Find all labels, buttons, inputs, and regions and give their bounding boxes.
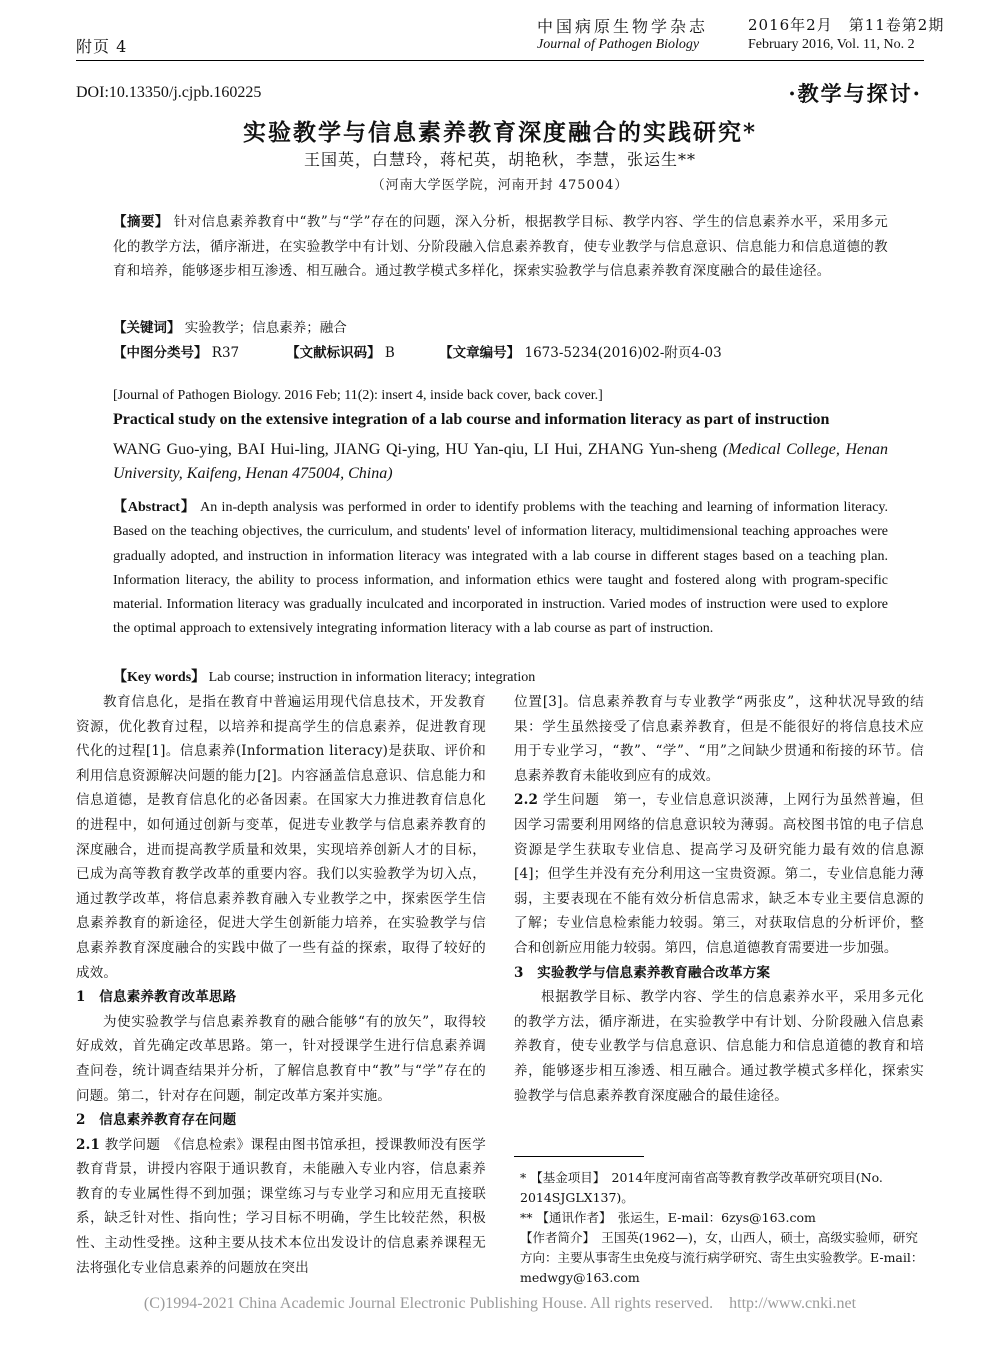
paragraph-3: 根据教学目标、教学内容、学生的信息素养水平，采用多元化的教学方法，循序渐进，在实验教学中有计划、分阶段融入信息素养教育，使专业教学与信息意识、信息能力和信息道德的教育和培养，能够逐步相互渗透、相互融合。通过教学模式多样化，探索实验教学与信息素养教育深度融合的最佳途径。 (514, 989, 924, 1104)
abstract-cn-label: 【摘要】 (113, 214, 169, 230)
abstract-en-text: An in-depth analysis was performed in order to identify problems with the teaching and learning of information literacy. Based on the teaching objectives, the curriculum, and students' level of information literacy, multidimensional teaching approaches were gradually adopted, and instruction in information literacy was integrated with a lab course in different stages based on a teaching plan. Information literacy, the ability to process information, and information ethics were taught and fostered along with program-specific material. Information literacy was gradually inculcated and incorporated in instruction. Varied modes of instruction were used to explore the optimal approach to extensively integrating information literacy with a lab course as part of instruction. (113, 500, 889, 637)
abstract-cn (113, 210, 888, 284)
body-left-column (76, 690, 486, 1280)
corr-mark: ** (520, 1210, 533, 1225)
abstract-en-label: 【Abstract】 (113, 500, 196, 515)
article-no-value: 1673-5234(2016)02-附页4-03 (524, 345, 722, 361)
abstract-cn-text: 针对信息素养教育中“教”与“学”存在的问题，深入分析，根据教学目标、教学内容、学生的信息素养水平，采用多元化的教学方法，循序渐进，在实验教学中有计划、分阶段融入信息素养教育，使专业教学与信息意识、信息能力和信息道德的教育和培养，能够逐步相互渗透、相互融合。通过教学模式多样化，探索实验教学与信息素养教育深度融合的最佳途径。 (113, 214, 889, 279)
journal-title-en: Journal of Pathogen Biology (537, 37, 700, 52)
article-no-label: 【文章编号】 (439, 345, 521, 361)
fund-text: 【基金项目】 2014年度河南省高等教育教学改革研究项目(No. 2014SJGLX137)。 (520, 1170, 883, 1205)
footnote-corresponding (520, 1208, 924, 1228)
issue-date-en: February 2016, Vol. 11, No. 2 (748, 37, 915, 52)
copyright-watermark: (C)1994-2021 China Academic Journal Electronic Publishing House. All rights reserved. http://www.cnki.net (143, 1295, 857, 1312)
issue-date-cn: 2016年2月 第11卷第2期 (748, 16, 945, 34)
article-title: 实验教学与信息素养教育深度融合的实践研究* (242, 119, 758, 146)
abstract-en (113, 496, 888, 642)
page-number: 附页 4 (76, 37, 128, 56)
article-title-en: Practical study on the extensive integration of a lab course and information literacy as part of instruction (113, 411, 830, 428)
clc-value: R37 (211, 345, 240, 361)
authors-en (113, 438, 888, 486)
keywords-en (113, 666, 535, 686)
authors: 王国英，白慧玲，蒋杞英，胡艳秋，李慧，张运生** (303, 150, 696, 169)
header-rule (76, 60, 924, 61)
affiliation: （河南大学医学院，河南开封 475004） (371, 178, 629, 193)
paragraph-2-1-text: 教学问题 《信息检索》课程由图书馆承担，授课教师没有医学教育背景，讲授内容限于通识教育，未能融入专业内容，信息素养教育的专业属性得不到加强；课堂练习与专业学习和应用无直接联系，缺乏针对性、指向性；学习目标不明确，学生比较茫然，积极性、主动性受挫。这种主要从技术本位出发设计的信息素养课程无法将强化专业信息素养的问题放在突出 (76, 1136, 486, 1276)
keywords-cn (113, 316, 347, 336)
heading-2-1: 2.1 (76, 1136, 101, 1153)
body-right-column (514, 690, 924, 1108)
journal-title-cn: 中国病原生物学杂志 (537, 17, 709, 36)
footnote-fund (520, 1168, 924, 1208)
paragraph-continued: 位置[3]。信息素养教育与专业教学“两张皮”，这种状况导致的结果：学生虽然接受了信息素养教育，但是不能很好的将信息技术应用于专业学习，“教”、“学”、“用”之间缺少贯通和衔接的环节。信息素养教育未能收到应有的成效。 (514, 694, 924, 784)
heading-3: 3 实验教学与信息素养教育融合改革方案 (514, 964, 771, 981)
paragraph-2-2-text: 学生问题 第一，专业信息意识淡薄，上网行为虽然普遍，但因学习需要利用网络的信息意识较为薄弱。高校图书馆的电子信息资源是学生获取专业信息、提高学习及研究能力最有效的信息源[4]；但学生并没有充分利用这一宝贵资源。第二，专业信息能力薄弱，主要表现在不能有效分析信息需求，缺乏本专业主要信息源的了解；专业信息检索能力较弱。第三，对获取信息的分析评价，整合和创新应用能力较弱。第四，信息道德教育需要进一步加强。 (514, 792, 924, 956)
corr-text: 【通讯作者】 张运生，E-mail：6zys@163.com (536, 1210, 816, 1225)
keywords-en-text: Lab course; instruction in information literacy; integration (208, 670, 536, 685)
doc-code-value: B (384, 345, 395, 361)
doi: DOI:10.13350/j.cjpb.160225 (76, 84, 262, 101)
section-label: ·教学与探讨· (788, 81, 922, 106)
fund-mark: * (520, 1170, 527, 1185)
affiliation-en: (Medical College, Henan University, Kaifeng, Henan 475004, China) (113, 441, 889, 482)
intro-paragraph: 教育信息化，是指在教育中普遍运用现代信息技术，开发教育资源，优化教育过程，以培养和提高学生的信息素养，促进教育现代化的过程[1]。信息素养(Information literacy)是获取、评价和利用信息资源解决问题的能力[2]。内容涵盖信息意识、信息能力和信息道德，是教育信息化的必备因素。在国家大力推进教育信息化的进程中，如何通过创新与变革，促进专业教学与信息素养教育的深度融合，进而提高教学质量和效果，实现培养创新人才的目标，已成为高等教育教学改革的重要内容。我们以实验教学为切入点，通过教学改革，将信息素养教育融入专业教学之中，探索医学生信息素养教育的新途径，促进大学生创新能力培养，在实验教学与信息素养教育深度融合的实践中做了一些有益的探索，取得了较好的成效。 (76, 694, 486, 981)
citation-en: [Journal of Pathogen Biology. 2016 Feb; 11(2): insert 4, inside back cover, back cover.] (113, 388, 603, 403)
paragraph-1: 为使实验教学与信息素养教育的融合能够“有的放矢”，取得较好成效，首先确定改革思路。第一，针对授课学生进行信息素养调查问卷，统计调查结果并分析，了解信息教育中“教”与“学”存在的问题。第二，针对存在问题，制定改革方案并实施。 (76, 1013, 486, 1104)
keywords-cn-label: 【关键词】 (113, 320, 181, 336)
keywords-cn-text: 实验教学；信息素养；融合 (184, 320, 347, 336)
heading-2: 2 信息素养教育存在问题 (76, 1112, 237, 1129)
footnote-bio: 【作者简介】 王国英(1962—)，女，山西人，硕士，高级实验师，研究方向：主要从事寄生虫免疫与流行病学研究、寄生虫实验教学。E-mail：medwgy@163.com (520, 1230, 924, 1285)
doc-code-label: 【文献标识码】 (286, 345, 381, 361)
authors-en-names: WANG Guo-ying, BAI Hui-ling, JIANG Qi-ying, HU Yan-qiu, LI Hui, ZHANG Yun-sheng (113, 441, 718, 458)
classification-line (113, 341, 888, 361)
heading-1: 1 信息素养教育改革思路 (76, 989, 237, 1006)
clc-label: 【中图分类号】 (113, 345, 208, 361)
heading-2-2: 2.2 (514, 792, 539, 809)
paragraph-2-2 (514, 788, 924, 960)
keywords-en-label: 【Key words】 (113, 670, 206, 685)
paragraph-2-1 (76, 1133, 486, 1281)
footnote-rule (514, 1156, 644, 1157)
